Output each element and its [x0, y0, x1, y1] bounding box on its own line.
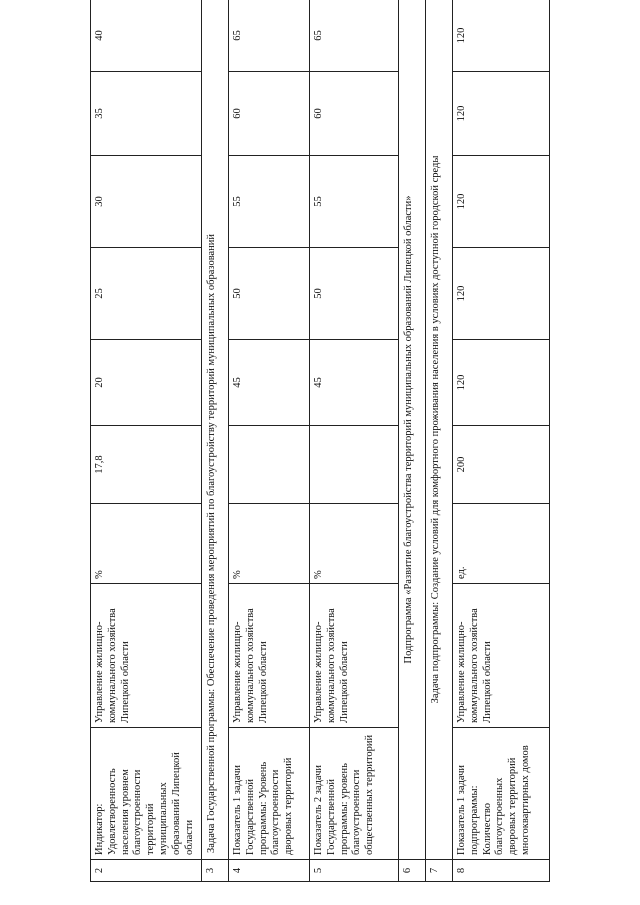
- indicator-name: Показатель 1 задачи Государственной программы: Уровень благоустроенности дворовых территорий: [229, 728, 310, 860]
- value-cell: 17,8: [91, 426, 202, 504]
- executor: Управление жилищно-коммунального хозяйства Липецкой области: [229, 584, 310, 728]
- value-cell: 35: [91, 72, 202, 156]
- row-number: 8: [453, 860, 550, 882]
- unit: %: [91, 504, 202, 584]
- table-row: [399, 0, 426, 882]
- indicator-name: Показатель 1 задачи подпрограммы: Количество благоустроенных дворовых территорий многоквартирных домов: [453, 728, 550, 860]
- executor: Управление жилищно-коммунального хозяйства Липецкой области: [310, 584, 399, 728]
- row-number: 4: [229, 860, 310, 882]
- section-heading: Задача подпрограммы: Создание условий для комфортного проживания населения в условиях доступной городской среды: [426, 0, 453, 860]
- value-cell: 45: [229, 340, 310, 426]
- value-cell: 50: [229, 248, 310, 340]
- value-cell: 200: [453, 426, 550, 504]
- table-row: [91, 0, 202, 882]
- value-cell: 45: [310, 340, 399, 426]
- row-number: 6: [399, 860, 426, 882]
- table-row: [310, 0, 399, 882]
- value-cell: [310, 426, 399, 504]
- rotated-content: [90, 20, 590, 882]
- value-cell: 120: [453, 156, 550, 248]
- value-cell: 65: [310, 0, 399, 72]
- unit: ед.: [453, 504, 550, 584]
- table-row: [229, 0, 310, 882]
- unit: %: [310, 504, 399, 584]
- value-cell: 120: [453, 340, 550, 426]
- value-cell: 60: [310, 72, 399, 156]
- value-cell: 120: [453, 0, 550, 72]
- section-heading: Задача Государственной программы: Обеспечение проведения мероприятий по благоустройству территорий муниципальных образований: [202, 0, 229, 860]
- indicators-table: [90, 0, 550, 882]
- indicator-name: Индикатор: Удовлетворенность населения уровнем благоустроенности территорий муниципальных образований Липецкой области: [91, 728, 202, 860]
- value-cell: 40: [91, 0, 202, 72]
- table-row: [426, 0, 453, 882]
- value-cell: [229, 426, 310, 504]
- value-cell: 20: [91, 340, 202, 426]
- value-cell: 65: [229, 0, 310, 72]
- rotated-page: [90, 20, 590, 882]
- indicator-name: Показатель 2 задачи Государственной программы: уровень благоустроенности общественных территорий: [310, 728, 399, 860]
- value-cell: 55: [229, 156, 310, 248]
- value-cell: 55: [310, 156, 399, 248]
- value-cell: 120: [453, 248, 550, 340]
- executor: Управление жилищно-коммунального хозяйства Липецкой области: [91, 584, 202, 728]
- table-row: [453, 0, 550, 882]
- unit: %: [229, 504, 310, 584]
- table-row: [202, 0, 229, 882]
- value-cell: 30: [91, 156, 202, 248]
- value-cell: 60: [229, 72, 310, 156]
- row-number: 3: [202, 860, 229, 882]
- row-number: 2: [91, 860, 202, 882]
- row-number: 5: [310, 860, 399, 882]
- value-cell: 25: [91, 248, 202, 340]
- row-number: 7: [426, 860, 453, 882]
- value-cell: 50: [310, 248, 399, 340]
- executor: Управление жилищно-коммунального хозяйства Липецкой области: [453, 584, 550, 728]
- subprogram-heading: Подпрограмма «Развитие благоустройства территорий муниципальных образований Липецкой области»: [399, 0, 426, 860]
- value-cell: 120: [453, 72, 550, 156]
